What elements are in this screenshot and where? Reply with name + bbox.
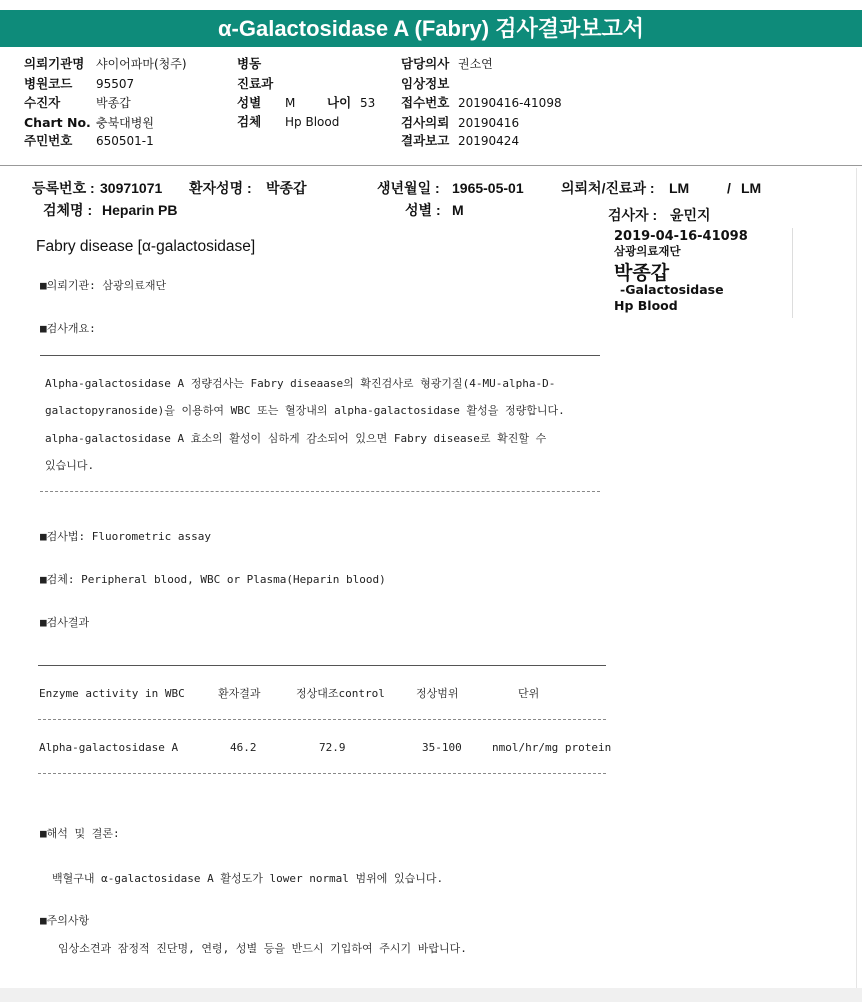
header-request-label: 검사의뢰 xyxy=(401,115,450,130)
examiner-label: 검사자 : xyxy=(608,207,658,223)
overview-line-4: 있습니다. xyxy=(45,459,95,472)
patient-name-label: 환자성명 : xyxy=(189,180,252,196)
sex-label: 성별 : xyxy=(405,202,441,218)
dob-value: 1965-05-01 xyxy=(452,180,524,196)
sticker-test-name: -Galactosidase xyxy=(620,282,724,297)
header-doctor-label: 담당의사 xyxy=(401,56,450,71)
header-report-label: 결과보고 xyxy=(401,133,450,148)
reg-number-label: 등록번호 : xyxy=(32,180,95,196)
notes-text: 임상소견과 잠정적 진단명, 연령, 성별 등을 반드시 기입하여 주시기 바랍니다. xyxy=(58,942,467,955)
table-header-range: 정상범위 xyxy=(416,687,459,700)
sticker-institution: 삼광의료재단 xyxy=(614,244,681,258)
header-ward-label: 병동 xyxy=(237,56,262,71)
header-clinical-label: 임상정보 xyxy=(401,76,450,91)
table-header-unit: 단위 xyxy=(518,687,540,700)
table-cell-patient: 46.2 xyxy=(230,741,257,754)
overview-line-2: galactopyranoside)을 이용하여 WBC 또는 혈장내의 alpha-galactosidase 활성을 정량합니다. xyxy=(45,404,565,417)
header-institution-value: 샤이어파마(청주) xyxy=(96,57,187,71)
notes-title: ■주의사항 xyxy=(40,914,90,927)
overview-line-1: Alpha-galactosidase A 정량검사는 Fabry diseaase의 확진검사로 형광기질(4-MU-alpha-D- xyxy=(45,377,556,390)
header-resident-label: 주민번호 xyxy=(24,133,73,148)
specimen-name-value: Heparin PB xyxy=(102,202,178,218)
result-title: ■검사결과 xyxy=(40,616,90,629)
sticker-edge xyxy=(792,228,793,318)
interpretation-text: 백혈구내 α-galactosidase A 활성도가 lower normal 범위에 있습니다. xyxy=(52,872,444,885)
table-top-rule xyxy=(38,665,606,666)
report-title: α-Galactosidase A (Fabry) 검사결과보고서 xyxy=(218,16,644,41)
referrer-separator: / xyxy=(727,180,731,196)
header-hospital-code-label: 병원코드 xyxy=(24,76,73,91)
table-header-control: 정상대조control xyxy=(296,687,385,700)
table-cell-range: 35-100 xyxy=(422,741,462,754)
header-specimen-value: Hp Blood xyxy=(285,115,340,129)
header-chart-label: Chart No. xyxy=(24,115,91,130)
header-age-label: 나이 xyxy=(327,95,352,110)
header-patient-label: 수진자 xyxy=(24,95,61,110)
overview-line-3: alpha-galactosidase A 효소의 활성이 심하게 감소되어 있으면 Fabry disease로 확진할 수 xyxy=(45,432,547,445)
header-specimen-label: 검체 xyxy=(237,114,262,129)
interpretation-title: ■해석 및 결론: xyxy=(40,827,120,840)
header-sex-label: 성별 xyxy=(237,95,262,110)
header-divider xyxy=(0,165,862,166)
sticker-receipt-number: 2019-04-16-41098 xyxy=(614,229,748,244)
header-sex-value: M xyxy=(285,96,296,110)
table-header-rule xyxy=(38,719,606,720)
section-heading: Fabry disease [α-galactosidase] xyxy=(36,238,256,255)
header-institution-label: 의뢰기관명 xyxy=(24,56,85,71)
table-header-enzyme: Enzyme activity in WBC xyxy=(39,687,185,700)
sex-value: M xyxy=(452,202,464,218)
table-cell-enzyme: Alpha-galactosidase A xyxy=(39,741,179,754)
institution-line: ■의뢰기관: 삼광의료재단 xyxy=(40,279,167,292)
header-report-value: 20190424 xyxy=(458,134,520,148)
referrer-value: LM xyxy=(669,180,690,196)
specimen-name-label: 검체명 : xyxy=(43,202,93,218)
overview-bottom-rule xyxy=(40,491,600,492)
header-resident-value: 650501-1 xyxy=(96,134,154,148)
reg-number-value: 30971071 xyxy=(100,180,163,196)
overview-title: ■검사개요: xyxy=(40,322,96,335)
table-cell-unit: nmol/hr/mg protein xyxy=(492,741,612,754)
header-chart-value: 충북대병원 xyxy=(96,116,154,130)
table-header-patient: 환자결과 xyxy=(218,687,261,700)
header-receipt-value: 20190416-41098 xyxy=(458,96,562,110)
referrer-label: 의뢰처/진료과 : xyxy=(561,180,655,196)
examiner-value: 윤민지 xyxy=(670,207,711,223)
header-hospital-code-value: 95507 xyxy=(96,77,135,91)
patient-name-value: 박종갑 xyxy=(266,180,307,196)
header-dept-label: 진료과 xyxy=(237,76,274,91)
department-value: LM xyxy=(741,180,762,196)
method-line: ■검사법: Fluorometric assay xyxy=(40,530,211,543)
header-patient-value: 박종갑 xyxy=(96,96,131,110)
sample-line: ■검체: Peripheral blood, WBC or Plasma(Heparin blood) xyxy=(40,573,386,586)
dob-label: 생년월일 : xyxy=(377,180,440,196)
overview-top-rule xyxy=(40,355,600,356)
header-age-value: 53 xyxy=(360,96,376,110)
report-title-bar xyxy=(0,10,862,47)
table-bottom-rule xyxy=(38,773,606,774)
page-edge xyxy=(856,168,857,988)
header-receipt-label: 접수번호 xyxy=(401,95,450,110)
sticker-specimen: Hp Blood xyxy=(614,298,678,313)
table-cell-control: 72.9 xyxy=(319,741,346,754)
sticker-patient-name: 박종갑 xyxy=(614,262,670,284)
header-request-value: 20190416 xyxy=(458,116,520,130)
header-doctor-value: 권소연 xyxy=(458,57,493,71)
